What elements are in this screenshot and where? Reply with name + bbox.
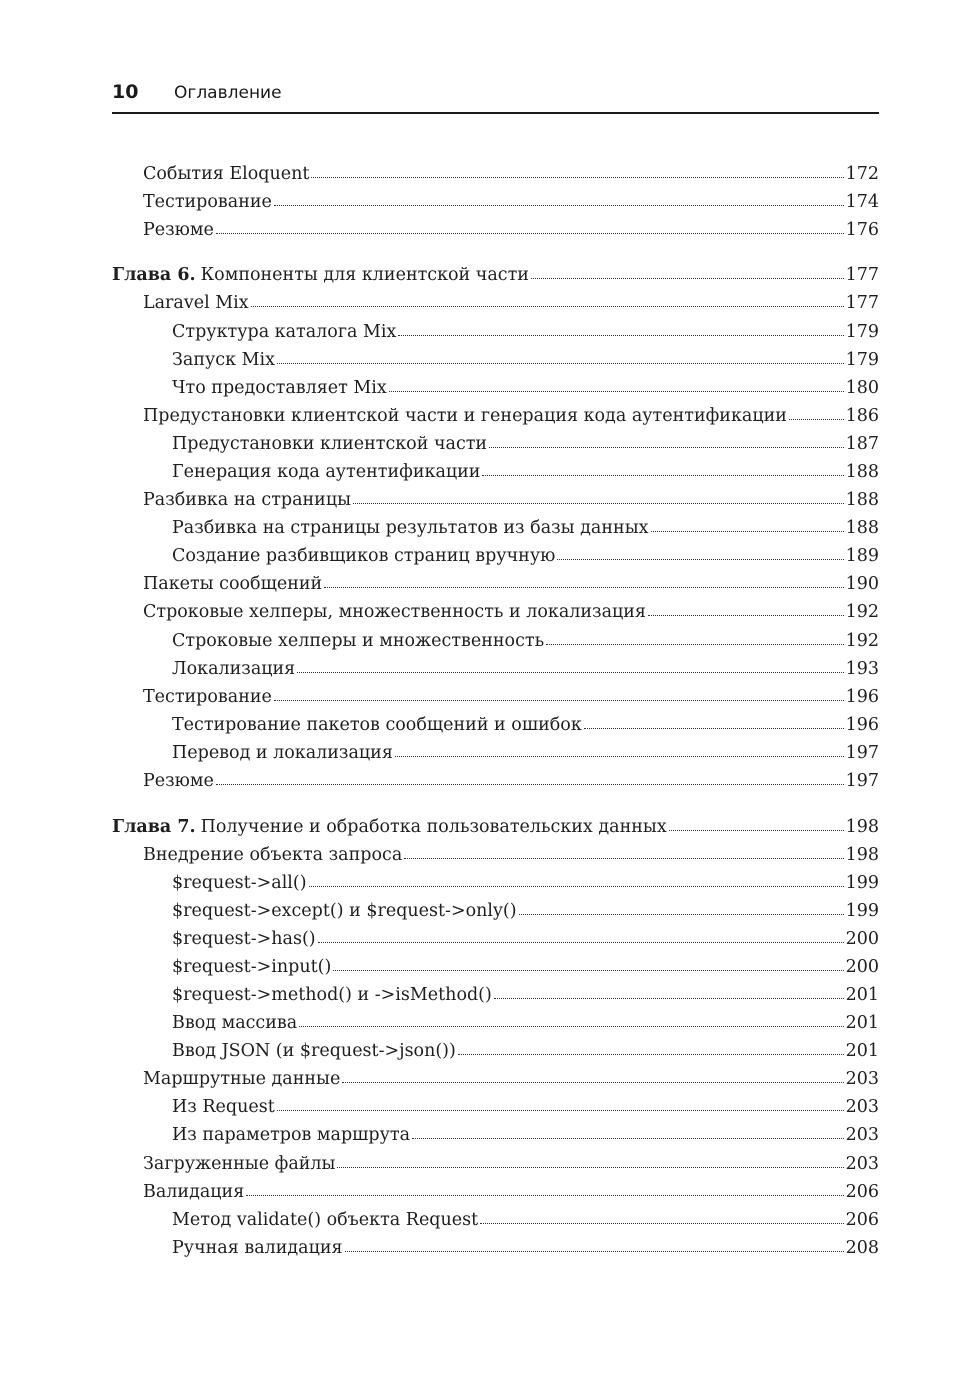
toc-entry-page: 203 — [845, 1097, 879, 1117]
toc-entry-title: Метод validate() объекта Request — [172, 1210, 479, 1230]
toc-entry-title: Локализация — [172, 659, 296, 679]
toc-entry[interactable] — [143, 291, 879, 315]
toc-entry-page: 188 — [845, 490, 879, 510]
toc-entry-title: События Eloquent — [143, 164, 310, 184]
dot-leader — [480, 1222, 843, 1224]
dot-leader — [546, 643, 843, 645]
toc-subentry[interactable] — [172, 460, 879, 484]
toc-entry-page: 206 — [845, 1210, 879, 1230]
dot-leader — [669, 829, 844, 831]
toc-subentry[interactable] — [172, 320, 879, 344]
toc-entry-page: 200 — [845, 957, 879, 977]
toc-subentry[interactable] — [172, 544, 879, 568]
chapter-7-heading[interactable] — [112, 815, 879, 839]
toc-subentry[interactable] — [172, 871, 879, 895]
toc-entry-page: 198 — [845, 845, 879, 865]
toc-subentry[interactable] — [172, 657, 879, 681]
dot-leader — [482, 474, 843, 476]
toc-entry-page: 196 — [845, 687, 879, 707]
toc-entry-page: 180 — [845, 378, 879, 398]
toc-entry-title: Тестирование пакетов сообщений и ошибок — [172, 715, 582, 735]
dot-leader — [216, 783, 844, 785]
toc-entry-page: 188 — [845, 462, 879, 482]
toc-entry-title: Тестирование — [143, 192, 272, 212]
dot-leader — [584, 727, 844, 729]
dot-leader — [651, 530, 844, 532]
toc-entry[interactable] — [143, 162, 879, 186]
toc-entry-title: Из Request — [172, 1097, 275, 1117]
chapter-title: Получение и обработка пользовательских данных — [200, 817, 667, 837]
toc-entry-page: 198 — [845, 817, 879, 837]
toc-entry-page: 190 — [845, 574, 879, 594]
toc-entry-page: 192 — [845, 602, 879, 622]
dot-leader — [333, 969, 843, 971]
dot-leader — [389, 390, 844, 392]
toc-entry[interactable] — [143, 404, 879, 428]
toc-entry-title: Перевод и локализация — [172, 743, 393, 763]
dot-leader — [309, 885, 844, 887]
toc-subentry[interactable] — [172, 741, 879, 765]
toc-entry-page: 197 — [845, 743, 879, 763]
toc-entry-title: Структура каталога Mix — [172, 322, 397, 342]
toc-entry-title: Генерация кода аутентификации — [172, 462, 481, 482]
toc-subentry[interactable] — [172, 629, 879, 653]
toc-entry-title: Строковые хелперы, множественность и локализация — [143, 602, 646, 622]
toc-subentry[interactable] — [172, 955, 879, 979]
toc-entry[interactable] — [143, 190, 879, 214]
toc-entry-page: 196 — [845, 715, 879, 735]
dot-leader — [398, 334, 843, 336]
toc-entry-page: 193 — [845, 659, 879, 679]
toc-entry-page: 197 — [845, 771, 879, 791]
toc-entry-page: 201 — [845, 985, 879, 1005]
toc-subentry[interactable] — [172, 348, 879, 372]
toc-entry-title: Валидация — [143, 1182, 245, 1202]
toc-entry-title: Разбивка на страницы — [143, 490, 352, 510]
dot-leader — [299, 1025, 843, 1027]
page-number: 10 — [112, 81, 139, 103]
toc-entry-page: 206 — [845, 1182, 879, 1202]
dot-leader — [395, 755, 844, 757]
toc-entry-page: 187 — [845, 434, 879, 454]
toc-entry-title: Строковые хелперы и множественность — [172, 631, 545, 651]
toc-entry[interactable] — [143, 1067, 879, 1091]
toc-entry-title: $request->has() — [172, 929, 316, 949]
toc-entry-title: $request->except() и $request->only() — [172, 901, 517, 921]
toc-entry[interactable] — [143, 600, 879, 624]
dot-leader — [412, 1137, 844, 1139]
toc-subentry[interactable] — [172, 1011, 879, 1035]
dot-leader — [297, 671, 843, 673]
dot-leader — [311, 176, 843, 178]
toc-entry-title: Из параметров маршрута — [172, 1125, 411, 1145]
toc-entry-page: 172 — [845, 164, 879, 184]
dot-leader — [277, 1109, 844, 1111]
dot-leader — [557, 558, 843, 560]
dot-leader — [345, 1250, 844, 1252]
toc-entry-title: Загруженные файлы — [143, 1154, 336, 1174]
dot-leader — [251, 305, 844, 307]
toc-entry-title: Тестирование — [143, 687, 272, 707]
dot-leader — [342, 1081, 843, 1083]
toc-entry-page: 186 — [845, 406, 879, 426]
toc-entry-title: Разбивка на страницы результатов из базы данных — [172, 518, 649, 538]
dot-leader — [519, 913, 844, 915]
toc-entry-title: Ввод массива — [172, 1013, 298, 1033]
dot-leader — [531, 277, 844, 279]
toc-entry-title: Ручная валидация — [172, 1238, 343, 1258]
dot-leader — [404, 857, 843, 859]
dot-leader — [277, 362, 844, 364]
toc-entry[interactable] — [143, 769, 879, 793]
dot-leader — [318, 941, 844, 943]
toc-entry-title: Ввод JSON (и $request->json()) — [172, 1041, 456, 1061]
dot-leader — [494, 997, 844, 999]
toc-entry[interactable] — [143, 1180, 879, 1204]
toc-subentry[interactable] — [172, 713, 879, 737]
toc-entry-title: Резюме — [143, 771, 214, 791]
toc-entry-page: 188 — [845, 518, 879, 538]
toc-entry[interactable] — [143, 1152, 879, 1176]
toc-entry-page: 199 — [845, 901, 879, 921]
toc-subentry[interactable] — [172, 983, 879, 1007]
toc-entry-page: 200 — [845, 929, 879, 949]
toc-entry-page: 179 — [845, 350, 879, 370]
toc-entry-page: 201 — [845, 1041, 879, 1061]
dot-leader — [337, 1166, 843, 1168]
toc-entry-title: Маршрутные данные — [143, 1069, 341, 1089]
dot-leader — [274, 699, 844, 701]
toc-entry-page: 201 — [845, 1013, 879, 1033]
dot-leader — [324, 586, 843, 588]
toc-entry[interactable] — [143, 572, 879, 596]
chapter-title: Компоненты для клиентской части — [200, 265, 529, 285]
toc-subentry[interactable] — [172, 1039, 879, 1063]
running-title: Оглавление — [174, 83, 282, 103]
toc-entry-title: Предустановки клиентской части — [172, 434, 488, 454]
toc-entry-page: 189 — [845, 546, 879, 566]
toc-subentry[interactable] — [172, 376, 879, 400]
toc-subentry[interactable] — [172, 1236, 879, 1260]
toc-entry-title: Laravel Mix — [143, 293, 249, 313]
toc-entry-title: Что предоставляет Mix — [172, 378, 387, 398]
dot-leader — [648, 614, 844, 616]
chapter-6-heading[interactable] — [112, 263, 879, 287]
dot-leader — [458, 1053, 844, 1055]
toc-entry-title: Внедрение объекта запроса — [143, 845, 403, 865]
toc-subentry[interactable] — [172, 432, 879, 456]
dot-leader — [216, 232, 844, 234]
toc-entry-title: $request->input() — [172, 957, 332, 977]
dot-leader — [489, 446, 843, 448]
toc-entry[interactable] — [143, 843, 879, 867]
toc-entry-title: $request->all() — [172, 873, 307, 893]
dot-leader — [353, 502, 844, 504]
toc-entry-page: 199 — [845, 873, 879, 893]
toc-entry-page: 179 — [845, 322, 879, 342]
toc-subentry[interactable] — [172, 927, 879, 951]
chapter-label: Глава 7. — [112, 817, 196, 837]
dot-leader — [789, 418, 844, 420]
toc-subentry[interactable] — [172, 1123, 879, 1147]
dot-leader — [274, 204, 844, 206]
toc-subentry[interactable] — [172, 516, 879, 540]
toc-entry-page: 203 — [845, 1125, 879, 1145]
toc-entry-title: Создание разбивщиков страниц вручную — [172, 546, 556, 566]
dot-leader — [246, 1194, 843, 1196]
toc-entry-page: 192 — [845, 631, 879, 651]
toc-entry-page: 177 — [845, 265, 879, 285]
toc-subentry[interactable] — [172, 899, 879, 923]
toc-entry[interactable] — [143, 488, 879, 512]
toc-entry-page: 174 — [845, 192, 879, 212]
toc-entry[interactable] — [143, 685, 879, 709]
toc-entry-title: Резюме — [143, 220, 214, 240]
toc-entry-page: 177 — [845, 293, 879, 313]
toc-subentry[interactable] — [172, 1208, 879, 1232]
toc-entry-title: $request->method() и ->isMethod() — [172, 985, 492, 1005]
chapter-label: Глава 6. — [112, 265, 196, 285]
toc-entry-page: 176 — [845, 220, 879, 240]
toc-subentry[interactable] — [172, 1095, 879, 1119]
toc-entry-title: Пакеты сообщений — [143, 574, 323, 594]
toc-entry-title: Запуск Mix — [172, 350, 275, 370]
toc-entry-page: 203 — [845, 1154, 879, 1174]
toc-entry-page: 203 — [845, 1069, 879, 1089]
toc-entry[interactable] — [143, 218, 879, 242]
toc-entry-page: 208 — [845, 1238, 879, 1258]
toc-entry-title: Предустановки клиентской части и генерация кода аутентификации — [143, 406, 787, 426]
